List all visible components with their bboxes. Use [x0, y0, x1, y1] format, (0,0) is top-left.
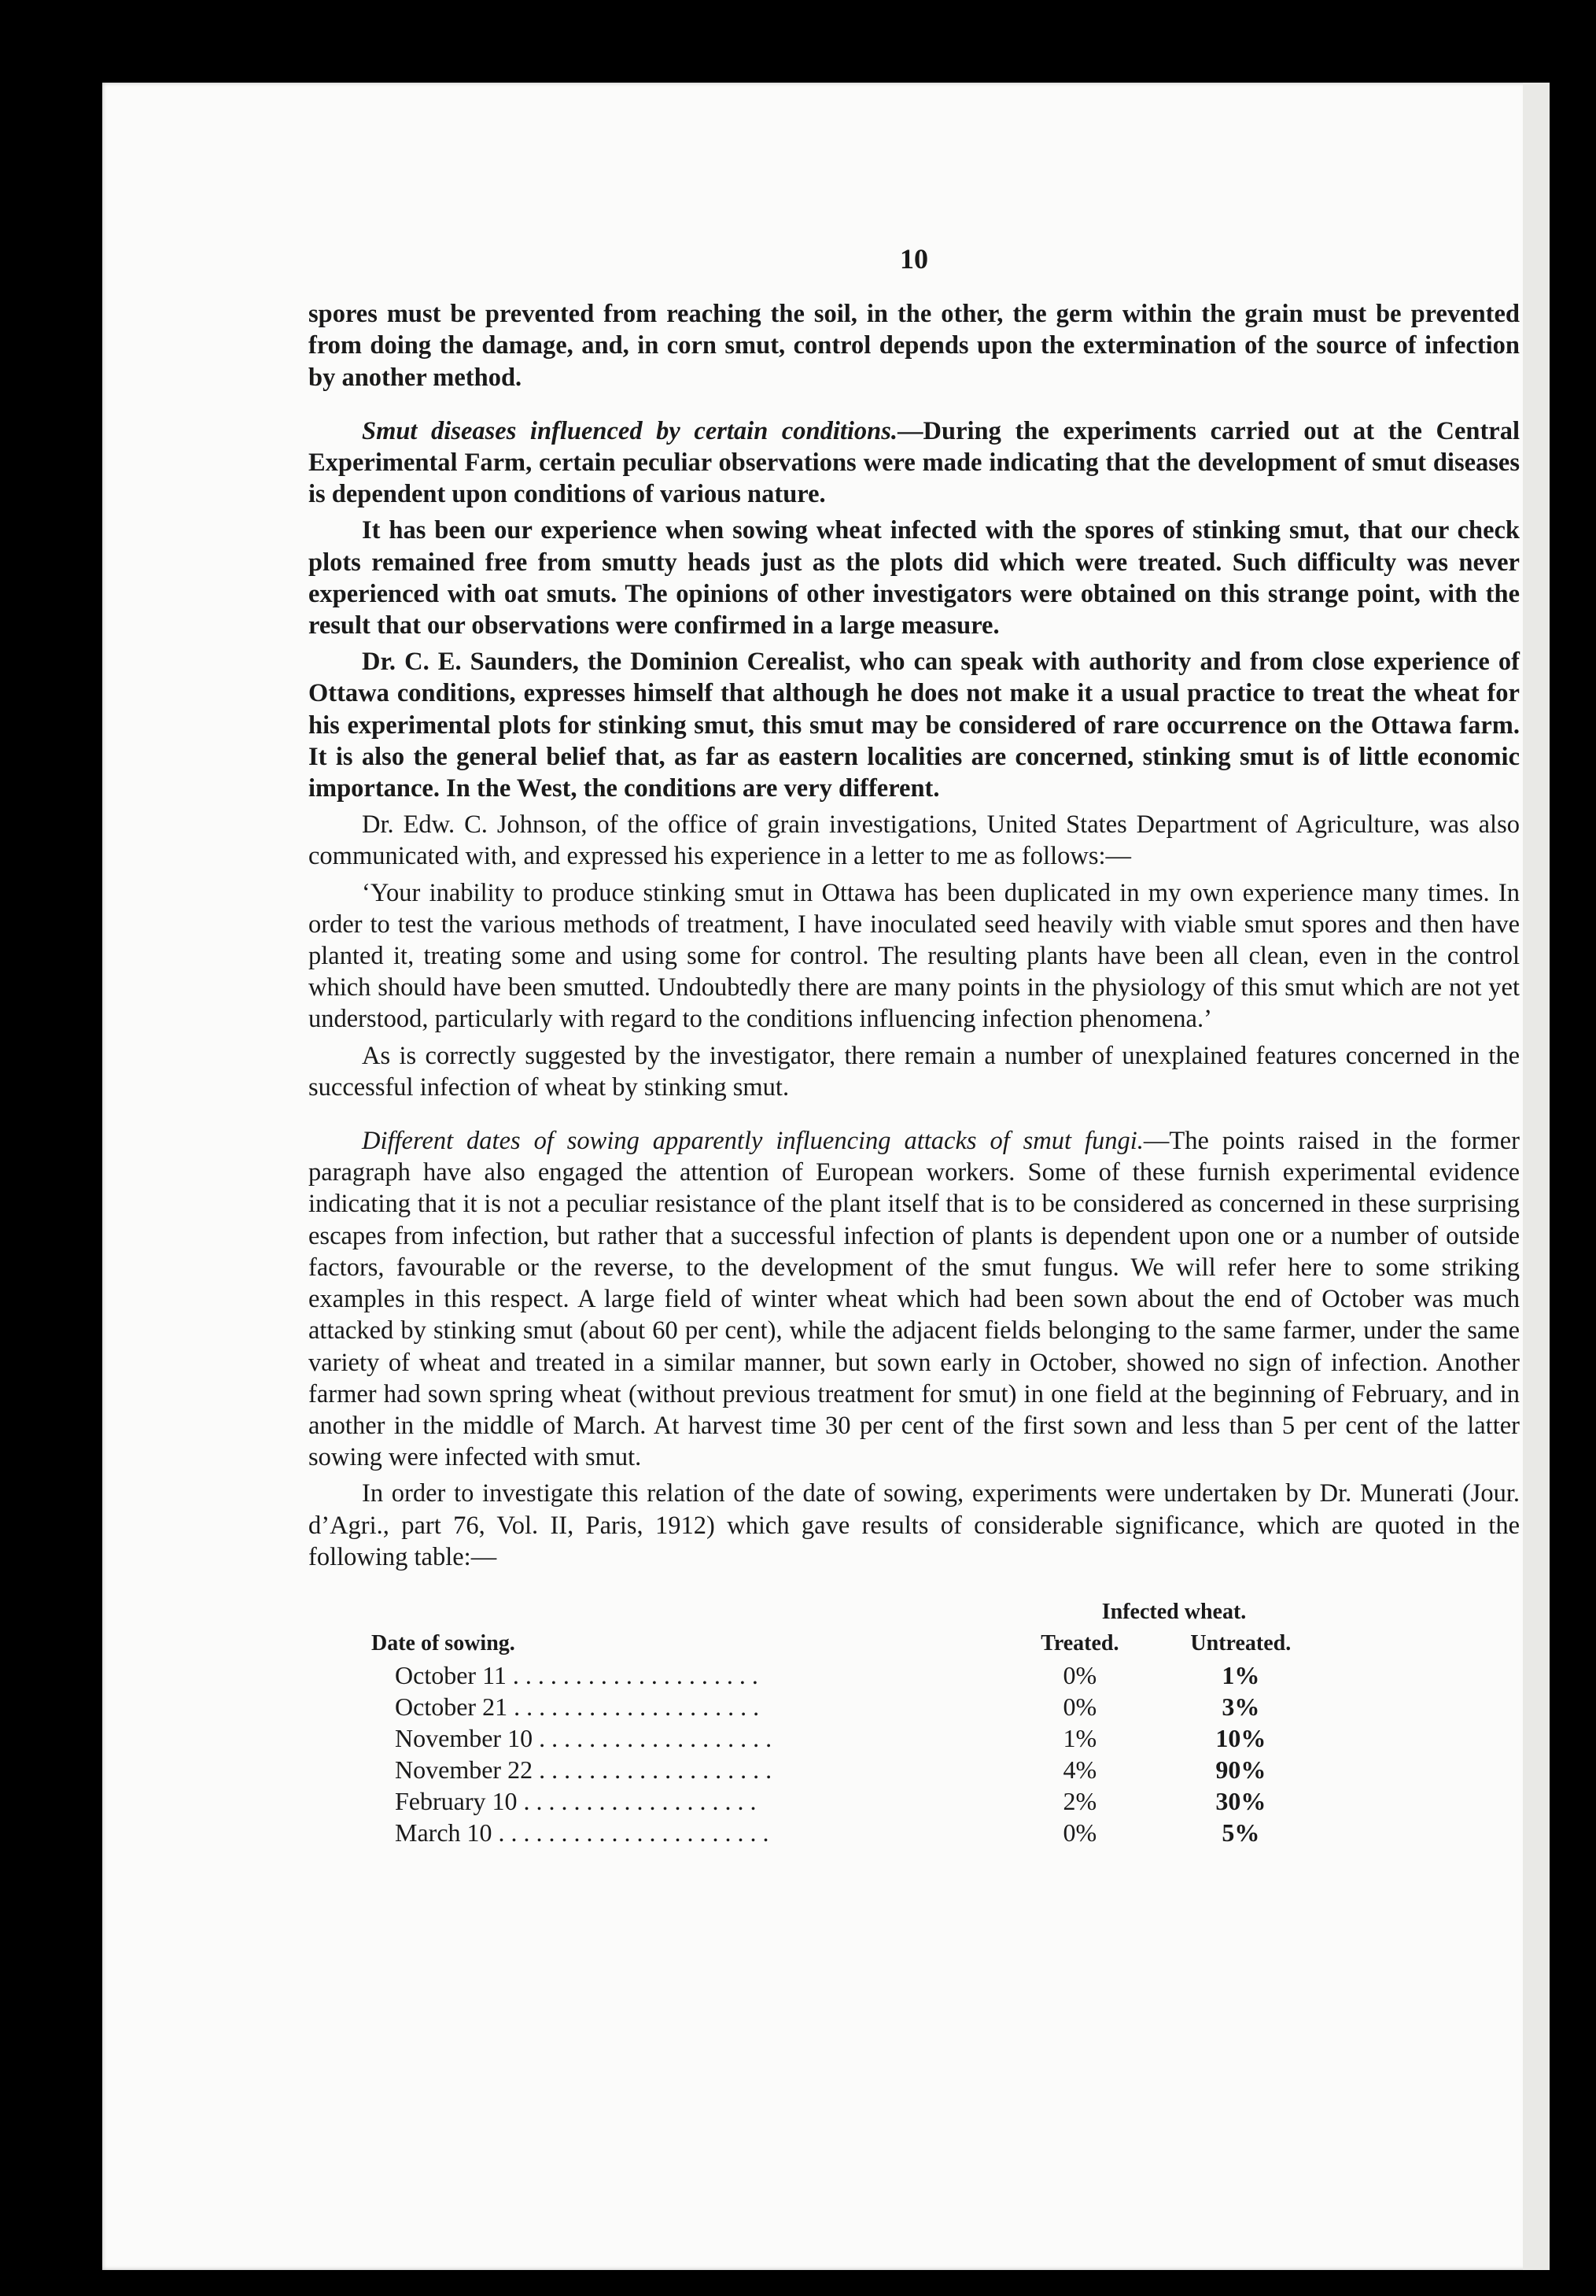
table-group-header-row	[371, 1596, 1335, 1628]
date-of-sowing-header: Date of sowing.	[371, 1630, 515, 1656]
paragraph-9: In order to investigate this relation of the date of sowing, experiments were undertaken by Dr. Munerati (Jour. d’Agri., part 76, Vol. II, Paris, 1912) which gave results of considerable significance, which are quoted in the following table:—	[308, 1479, 1520, 1571]
dot-leader: . . . . . . . . . . . . . . . . . . .	[517, 1786, 757, 1815]
table-row	[371, 1785, 1335, 1817]
table-cell-treated: 2%	[1063, 1786, 1097, 1815]
dot-leader: . . . . . . . . . . . . . . . . . . .	[533, 1755, 772, 1784]
table-row	[371, 1817, 1335, 1848]
dot-leader: . . . . . . . . . . . . . . . . . . . .	[507, 1692, 760, 1721]
sowing-date-table	[371, 1596, 1335, 1848]
paragraph-5: Dr. Edw. C. Johnson, of the office of grain investigations, United States Department of Agriculture, was also communicated with, and expressed his experience in a letter to me as follows:—	[308, 810, 1520, 871]
table-cell-date	[371, 1785, 1013, 1817]
date-label: October 21	[395, 1692, 508, 1721]
table-cell-treated: 0%	[1063, 1692, 1097, 1721]
table-cell-treated: 1%	[1063, 1723, 1097, 1752]
table-cell-treated: 0%	[1063, 1660, 1097, 1689]
table-cell-untreated: 5%	[1222, 1818, 1260, 1847]
date-label: November 22	[395, 1755, 533, 1784]
dot-leader: . . . . . . . . . . . . . . . . . . . . . .	[492, 1818, 769, 1847]
paragraph-6-quote: ‘Your inability to produce stinking smut in Ottawa has been duplicated in my own experience many times. In order to test the various methods of treatment, I have inoculated seed heavily with viable smut spores and then have planted it, treating some and using some for control. The resulting plants have been all clean, even in the control which should have been smutted. Undoubtedly there are many points in the physiology of this smut which are not yet understood, particularly with regard to the conditions influencing infection phenomena.’	[308, 878, 1520, 1034]
date-label: October 11	[395, 1660, 507, 1689]
table-cell-date	[371, 1754, 1013, 1785]
section-heading-smut-conditions: Smut diseases influenced by certain conditions.	[362, 416, 898, 445]
table-row	[371, 1754, 1335, 1785]
page-edge	[1523, 83, 1550, 2270]
table-cell-date	[371, 1691, 1013, 1722]
date-label: February 10	[395, 1786, 518, 1815]
table-cell-date	[371, 1659, 1013, 1691]
paragraph-1: spores must be prevented from reaching the soil, in the other, the germ within the grain must be prevented from doing the damage, and, in corn smut, control depends upon the extermination of the source of infection by another method.	[308, 300, 1520, 392]
table-cell-treated: 0%	[1063, 1818, 1097, 1847]
table-body	[371, 1659, 1335, 1848]
table-cell-untreated: 1%	[1222, 1660, 1260, 1689]
dot-leader: . . . . . . . . . . . . . . . . . . . .	[506, 1660, 758, 1689]
paragraph-7: As is correctly suggested by the investigator, there remain a number of unexplained features concerned in the successful infection of wheat by stinking smut.	[308, 1041, 1520, 1102]
table-cell-date	[371, 1817, 1013, 1848]
table-header-row	[371, 1628, 1335, 1659]
paragraph-smut-conditions	[308, 415, 1520, 511]
page-content	[308, 243, 1520, 1848]
paragraph-4: Dr. C. E. Saunders, the Dominion Cerealist, who can speak with authority and from close experience of Ottawa conditions, expresses himself that although he does not make it a usual practice to treat the wheat for his experimental plots for stinking smut, this smut may be considered of rare occurrence on the Ottawa farm. It is also the general belief that, as far as eastern localities are concerned, stinking smut is of little economic importance. In the West, the conditions are very different.	[308, 648, 1520, 803]
table-row	[371, 1659, 1335, 1691]
table-cell-date	[371, 1722, 1013, 1754]
scanned-page	[102, 83, 1550, 2270]
paragraph-3: It has been our experience when sowing wheat infected with the spores of stinking smut, that our check plots remained free from smutty heads just as the plots did which were treated. Such difficulty was never experienced with oat smuts. The opinions of other investigators were obtained on this strange point, with the result that our observations were confirmed in a large measure.	[308, 516, 1520, 640]
section-heading-dates-of-sowing: Different dates of sowing apparently influencing attacks of smut fungi.	[362, 1127, 1144, 1156]
table-cell-untreated: 30%	[1215, 1786, 1266, 1815]
untreated-header: Untreated.	[1190, 1630, 1292, 1656]
table-row	[371, 1722, 1335, 1754]
infected-wheat-header: Infected wheat.	[1101, 1599, 1247, 1624]
table-cell-treated: 4%	[1063, 1755, 1097, 1784]
dot-leader: . . . . . . . . . . . . . . . . . . .	[533, 1723, 772, 1752]
table-cell-untreated: 90%	[1215, 1755, 1266, 1784]
paragraph-2-body: —During the experiments carried out at the Central Experimental Farm, certain peculiar observations were made indicating that the development of smut diseases is dependent upon conditions of various nature.	[308, 416, 1520, 509]
date-label: March 10	[395, 1818, 492, 1847]
date-label: November 10	[395, 1723, 533, 1752]
table-cell-untreated: 3%	[1222, 1692, 1260, 1721]
paragraph-dates-of-sowing	[308, 1125, 1520, 1473]
table-row	[371, 1691, 1335, 1722]
treated-header: Treated.	[1041, 1630, 1119, 1656]
paragraph-8-body: —The points raised in the former paragraph have also engaged the attention of European workers. Some of these furnish experimental evidence indicating that it is not a peculiar resistance of the plant itself that is to be considered as concerned in these surprising escapes from infection, but rather that a successful infection of plants is dependent upon one or a number of outside factors, favourable or the reverse, to the development of the smut fungus. We will refer here to some striking examples in this respect. A large field of winter wheat which had been sown about the end of October was much attacked by stinking smut (about 60 per cent), while the adjacent fields belonging to the same farmer, under the same variety of wheat and treated in a similar manner, but sown early in October, showed no sign of infection. Another farmer had sown spring wheat (without previous treatment for smut) in one field at the beginning of February, and in another in the middle of March. At harvest time 30 per cent of the first sown and less than 5 per cent of the latter sowing were infected with smut.	[308, 1127, 1520, 1472]
table-cell-untreated: 10%	[1215, 1723, 1266, 1752]
page-number: 10	[900, 243, 928, 275]
